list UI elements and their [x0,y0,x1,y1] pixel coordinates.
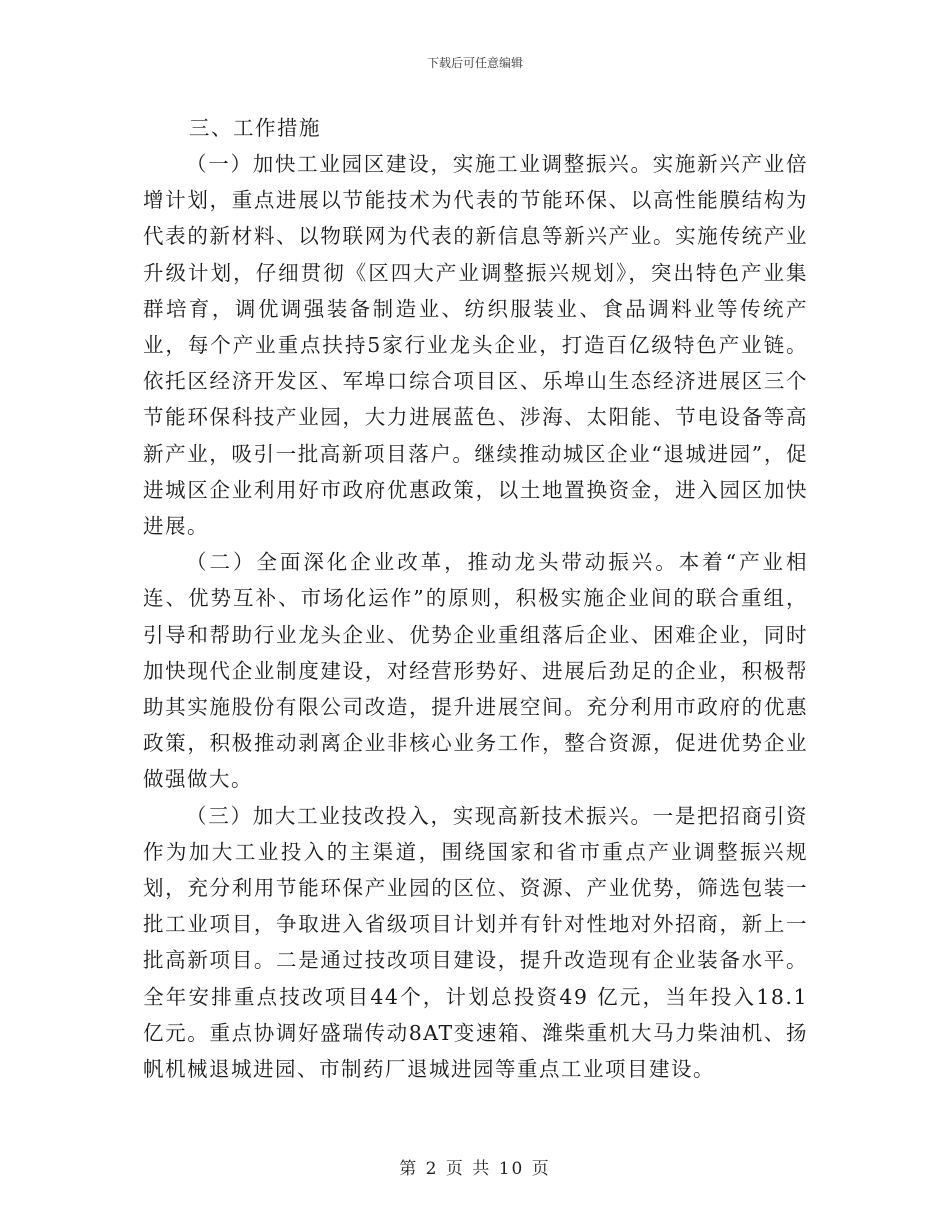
section-title: 三、工作措施 [189,116,321,140]
page-header-note: 下载后可任意编辑 [426,56,523,70]
paragraph-tech-investment: （三）加大工业技改投入，实现高新技术振兴。一是把招商引资作为加大工业投入的主渠道，围绕国家和省市重点产业调整振兴规划，充分利用节能环保产业园的区位、资源、产业优势，筛选包装一批工业项目，争取进入省级项目计划并有针对性地对外招商，新上一批高新项目。二是通过技改项目建设，提升改造现有企业装备水平。全年安排重点技改项目44个，计划总投资49 亿元，当年投入18.1亿元。重点协调好盛瑞传动8AT变速箱、潍柴重机大马力柴油机、扬帆机械退城进园、市制药厂退城进园等重点工业项目建设。 [143,803,808,1082]
document-body [143,110,808,1087]
paragraph-enterprise-reform: （二）全面深化企业改革，推动龙头带动振兴。本着“产业相连、优势互补、市场化运作”的原则，积极实施企业间的联合重组，引导和帮助行业龙头企业、优势企业重组落后企业、困难企业，同时加快现代企业制度建设，对经营形势好、进展后劲足的企业，积极帮助其实施股份有限公司改造，提升进展空间。充分利用市政府的优惠政策，积极推动剥离企业非核心业务工作，整合资源，促进优势企业做强做大。 [143,550,808,792]
page-number-footer: 第 2 页 共 10 页 [399,1159,551,1179]
paragraph-industrial-park: （一）加快工业园区建设，实施工业调整振兴。实施新兴产业倍增计划，重点进展以节能技术为代表的节能环保、以高性能膜结构为代表的新材料、以物联网为代表的新信息等新兴产业。实施传统产业升级计划，仔细贯彻《区四大产业调整振兴规划》，突出特色产业集群培育，调优调强装备制造业、纺织服装业、食品调料业等传统产业，每个产业重点扶持5家行业龙头企业，打造百亿级特色产业链。依托区经济开发区、军埠口综合项目区、乐埠山生态经济进展区三个节能环保科技产业园，大力进展蓝色、涉海、太阳能、节电设备等高新产业，吸引一批高新项目落户。继续推动城区企业“退城进园”，促进城区企业利用好市政府优惠政策，以土地置换资金，进入园区加快进展。 [143,152,808,539]
